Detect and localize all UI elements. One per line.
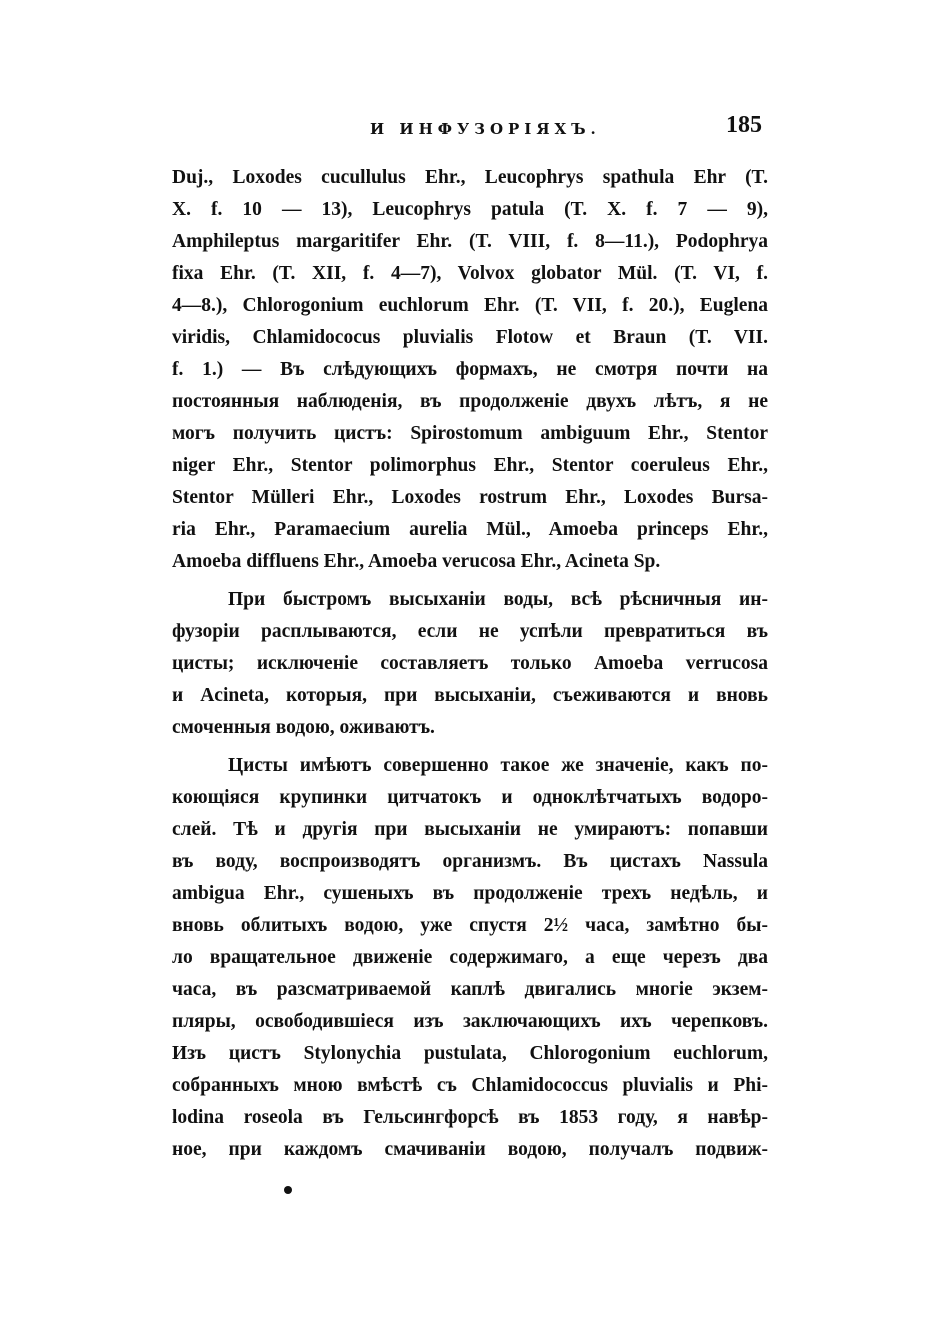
text-line: могъ получить цистъ: Spirostomum ambiguum Ehr., Stentor <box>172 423 768 444</box>
text-line: фузоріи расплываются, если не успѣли превратиться въ <box>172 621 768 642</box>
text-line: часа, въ разсматриваемой каплѣ двигались многіе экзем- <box>172 979 768 1000</box>
text-line: ria Ehr., Paramaecium aurelia Mül., Amoeba princeps Ehr., <box>172 519 768 540</box>
text-line: Duj., Loxodes cucullulus Ehr., Leucophrys spathula Ehr (T. <box>172 167 768 188</box>
text-line: X. f. 10 — 13), Leucophrys patula (T. X. f. 7 — 9), <box>172 199 768 220</box>
text-line: fixa Ehr. (T. XII, f. 4—7), Volvox globator Mül. (T. VI, f. <box>172 263 768 284</box>
text-line: смоченныя водою, оживаютъ. <box>172 717 435 738</box>
text-line: ло вращательное движеніе содержимаго, а еще черезъ два <box>172 947 768 968</box>
body-text <box>172 162 768 1166</box>
text-line: слей. Тѣ и другія при высыханіи не умираютъ: попавши <box>172 819 768 840</box>
text-line: коющіяся крупинки цитчатокъ и одноклѣтчатыхъ водоро- <box>172 787 768 808</box>
text-line: Amoeba diffluens Ehr., Amoeba verucosa Ehr., Acineta Sp. <box>172 551 661 572</box>
text-line: ambigua Ehr., сушеныхъ въ продолженіе трехъ недѣль, и <box>172 883 768 904</box>
text-line: При быстромъ высыханіи воды, всѣ рѣсничныя ин- <box>228 589 768 610</box>
text-line: и Acineta, которыя, при высыханіи, съеживаются и вновь <box>172 685 768 706</box>
text-line: цисты; исключеніе составляетъ только Amoeba verrucosa <box>172 653 768 674</box>
text-line: Amphileptus margaritifer Ehr. (T. VIII, f. 8—11.), Podophrya <box>172 231 768 252</box>
text-line: 4—8.), Chlorogonium euchlorum Ehr. (T. VII, f. 20.), Euglena <box>172 295 768 316</box>
text-line: собранныхъ мною вмѣстѣ съ Chlamidococcus pluvialis и Phi- <box>172 1075 768 1096</box>
page-number: 185 <box>726 112 762 138</box>
text-line: Цисты имѣютъ совершенно такое же значеніе, какъ по- <box>228 755 768 776</box>
text-line: lodina roseola въ Гельсингфорсѣ въ 1853 году, я навѣр- <box>172 1107 768 1128</box>
text-line: f. 1.) — Въ слѣдующихъ формахъ, не смотря почти на <box>172 359 768 380</box>
text-line: niger Ehr., Stentor polimorphus Ehr., Stentor coeruleus Ehr., <box>172 455 768 476</box>
text-line: вновь облитыхъ водою, уже спустя 2½ часа, замѣтно бы- <box>172 915 768 936</box>
text-line: ное, при каждомъ смачиваніи водою, получалъ подвиж- <box>172 1139 768 1160</box>
page-header <box>170 112 766 148</box>
text-line: Изъ цистъ Stylonychia pustulata, Chlorogonium euchlorum, <box>172 1043 768 1064</box>
ink-mark <box>284 1186 292 1194</box>
text-line: постоянныя наблюденія, въ продолженіе двухъ лѣтъ, я не <box>172 391 768 412</box>
running-head: И ИНФУЗОРІЯХЪ. <box>370 120 601 138</box>
text-line: пляры, освободившіеся изъ заключающихъ ихъ черепковъ. <box>172 1011 768 1032</box>
text-line: viridis, Chlamidococus pluvialis Flotow et Braun (T. VII. <box>172 327 768 348</box>
text-line: въ воду, воспроизводятъ организмъ. Въ цистахъ Nassula <box>172 851 768 872</box>
text-line: Stentor Mülleri Ehr., Loxodes rostrum Ehr., Loxodes Bursa- <box>172 487 768 508</box>
